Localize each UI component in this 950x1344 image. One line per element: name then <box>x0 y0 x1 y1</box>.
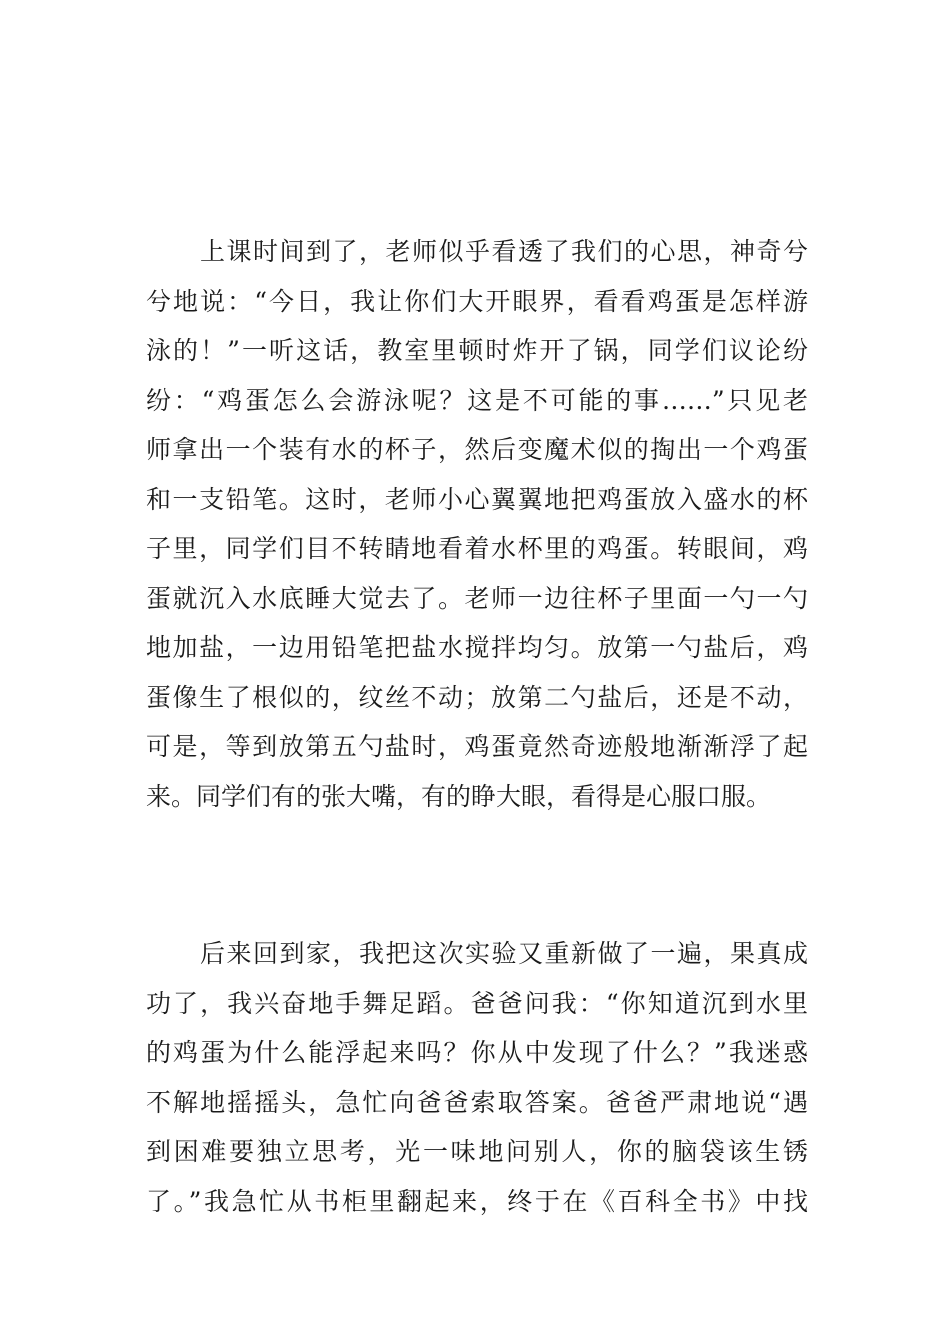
paragraph-egg-experiment-class <box>146 227 808 821</box>
text-line: 子里，同学们目不转睛地看着水杯里的鸡蛋。转眼间，鸡 <box>146 534 808 563</box>
text-line: 功了，我兴奋地手舞足蹈。爸爸问我：“你知道沉到水里 <box>146 988 808 1018</box>
text-line: 和一支铅笔。这时，老师小心翼翼地把鸡蛋放入盛水的杯 <box>146 484 808 514</box>
text-line: 纷：“鸡蛋怎么会游泳呢？这是不可能的事……”只见老 <box>146 385 808 415</box>
text-line: 来。同学们有的张大嘴，有的睁大眼，看得是心服口服。 <box>146 781 772 811</box>
text-line: 的鸡蛋为什么能浮起来吗？你从中发现了什么？”我迷惑 <box>146 1038 808 1067</box>
text-line: 可是，等到放第五勺盐时，鸡蛋竟然奇迹般地渐渐浮了起 <box>146 732 808 761</box>
paragraph-egg-experiment-home <box>146 929 808 1226</box>
text-line: 泳的！”一听这话，教室里顿时炸开了锅，同学们议论纷 <box>146 336 808 365</box>
text-line: 不解地摇摇头，急忙向爸爸索取答案。爸爸严肃地说“遇 <box>146 1087 808 1117</box>
text-line: 师拿出一个装有水的杯子，然后变魔术似的掏出一个鸡蛋 <box>146 435 808 464</box>
text-line: 兮地说：“今日，我让你们大开眼界，看看鸡蛋是怎样游 <box>146 286 808 316</box>
text-line: 蛋就沉入水底睡大觉去了。老师一边往杯子里面一勺一勺 <box>146 583 808 613</box>
text-line: 到困难要独立思考，光一味地问别人，你的脑袋该生锈 <box>146 1137 808 1166</box>
text-line: 上课时间到了，老师似乎看透了我们的心思，神奇兮 <box>200 237 808 266</box>
text-line: 蛋像生了根似的，纹丝不动；放第二勺盐后，还是不动， <box>146 682 808 712</box>
text-line: 地加盐，一边用铅笔把盐水搅拌均匀。放第一勺盐后，鸡 <box>146 633 808 662</box>
text-line: 后来回到家，我把这次实验又重新做了一遍，果真成 <box>200 939 808 968</box>
text-line: 了。”我急忙从书柜里翻起来，终于在《百科全书》中找 <box>146 1186 808 1216</box>
